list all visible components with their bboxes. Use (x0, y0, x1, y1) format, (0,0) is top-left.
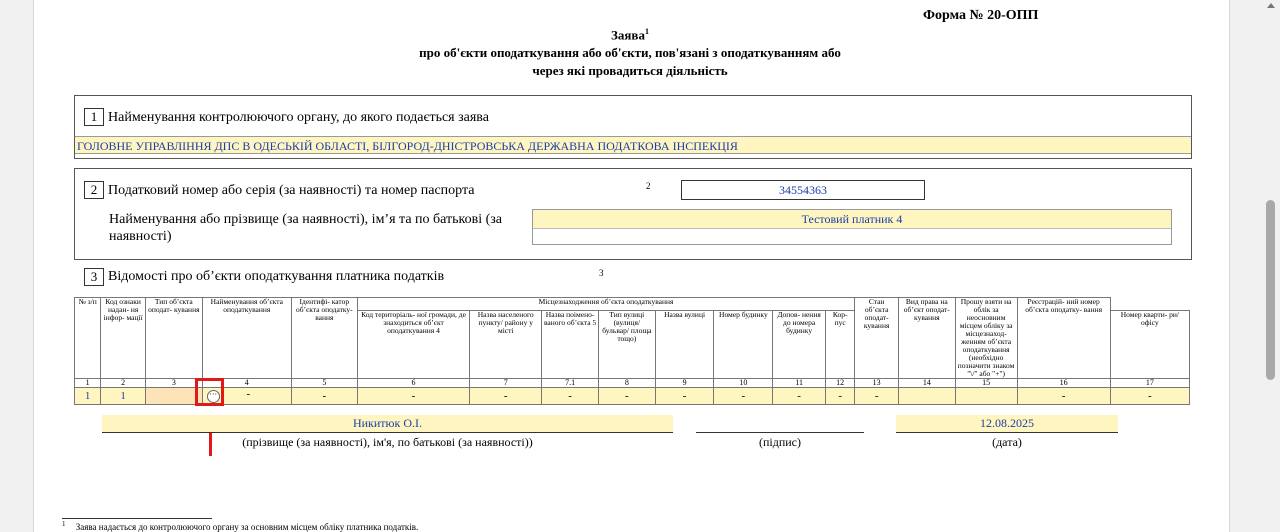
col-header-2: Код ознаки надан- ня інфор- мації (101, 298, 146, 379)
registration-number-cell[interactable]: - (1110, 388, 1189, 405)
col-number: 7 (470, 379, 542, 388)
col-number: 3 (145, 379, 202, 388)
house-addition-cell[interactable]: - (773, 388, 826, 405)
tax-number-field[interactable]: 34554363 (681, 180, 925, 200)
col-header-7-1: Назва поімено- ваного об’єкта 5 (542, 311, 599, 379)
signer-underline (102, 432, 673, 433)
col-number: 11 (773, 379, 826, 388)
form-number: Форма № 20-ОПП (923, 8, 1039, 23)
date-underline (896, 432, 1118, 433)
footnote-text: Заява надається до контролюючого органу за основним місцем обліку платника податків. (75, 522, 419, 532)
object-state-cell[interactable] (898, 388, 955, 405)
secondary-registration-cell[interactable]: - (1017, 388, 1110, 405)
document-page (33, 0, 1230, 532)
col-number: 13 (855, 379, 899, 388)
col-number: 2 (101, 379, 146, 388)
col-header-17: Реєстрацій- ний номер об’єкта оподатку- вання (1017, 298, 1110, 379)
col-number: 1 (75, 379, 101, 388)
col-header-12: Кор- пус (825, 311, 854, 379)
col-header-10: Номер будинку (714, 311, 773, 379)
building-cell[interactable]: - (825, 388, 854, 405)
table-header-row (75, 298, 1190, 311)
col-number: 10 (714, 379, 773, 388)
col-header-7: Назва населеного пункту/ району у місті (470, 311, 542, 379)
section-2-footnote-ref: 2 (646, 181, 651, 191)
form-title-text: Заява (611, 27, 645, 43)
highlight-annotation-frame (195, 378, 224, 406)
col-header-13: Номер кварти- ри/ офісу (1110, 311, 1189, 379)
info-code-cell[interactable]: 1 (101, 388, 146, 405)
section-2 (74, 168, 1192, 260)
scrollbar-thumb[interactable] (1266, 200, 1275, 380)
section-1 (74, 95, 1192, 159)
location-group-header: Місцезнаходження об’єкта оподаткування (357, 298, 855, 311)
section-1-number: 1 (84, 108, 104, 126)
footnote-separator (62, 518, 212, 519)
taxpayer-name-label: Найменування або прізвище (за наявності), ім’я та по батькові (за наявності) (109, 212, 502, 244)
more-options-button[interactable]: ··· (207, 390, 220, 403)
date-caption: (дата) (992, 435, 1022, 449)
section-3-label: Відомості про об’єкти оподаткування платника податків (108, 269, 445, 285)
col-number: 4 (202, 379, 291, 388)
form-subtitle-line2: через які провадиться діяльність (532, 63, 728, 78)
col-number: 17 (1110, 379, 1189, 388)
form-title-footnote-ref: 1 (644, 27, 649, 36)
tax-objects-table (74, 297, 1190, 405)
col-number: 16 (1017, 379, 1110, 388)
col-header-14: Стан об’єкта оподат- кування (855, 298, 899, 379)
section-1-label: Найменування контролюючого органу, до якого подається заява (108, 110, 489, 125)
col-number: 15 (955, 379, 1017, 388)
tax-authority-field[interactable]: ГОЛОВНЕ УПРАВЛІННЯ ДПС В ОДЕСЬКІЙ ОБЛАСТІ, БІЛГОРОД-ДНІСТРОВСЬКА ДЕРЖАВНА ПОДАТКОВА ІНСПЕКЦІЯ (75, 136, 1191, 154)
section-2-label: Податковий номер або серія (за наявності) та номер паспорта (108, 183, 475, 198)
named-object-cell[interactable]: - (542, 388, 599, 405)
col-header-15: Вид права на об’єкт оподат- кування (898, 298, 955, 379)
object-id-cell[interactable]: - (291, 388, 357, 405)
section-3-number: 3 (84, 268, 104, 286)
col-number: 7.1 (542, 379, 599, 388)
signature-caption: (підпис) (758, 435, 802, 449)
signer-caption: (прізвище (за наявності), ім'я, по батькові (за наявності)) (242, 435, 533, 449)
section-3-footnote-ref: 3 (599, 268, 604, 278)
section-2-number: 2 (84, 181, 104, 199)
footnote-number: 1 (62, 520, 66, 528)
right-type-cell[interactable] (955, 388, 1017, 405)
row-number-cell: 1 (75, 388, 101, 405)
object-type-cell[interactable] (145, 388, 202, 405)
scroll-up-arrow-icon[interactable] (1267, 3, 1275, 8)
col-number: 5 (291, 379, 357, 388)
section-1-header (84, 108, 489, 126)
community-code-cell[interactable]: - (357, 388, 470, 405)
col-number: 8 (598, 379, 655, 388)
column-number-row (75, 379, 1190, 388)
col-header-4: Найменування об’єкта оподаткування (202, 298, 291, 379)
col-header-11: Допов- нення до номера будинку (773, 311, 826, 379)
form-subtitle-line1: про об'єкти оподаткування або об'єкти, пов'язані з оподаткуванням або (419, 45, 841, 60)
col-header-3: Тип об’єкта оподат- кування (145, 298, 202, 379)
section-3-header (84, 268, 444, 286)
settlement-cell[interactable]: - (470, 388, 542, 405)
vertical-scrollbar[interactable] (1262, 0, 1280, 532)
signature-underline (696, 432, 864, 433)
col-number: 14 (898, 379, 955, 388)
col-header-16: Прошу взяти на облік за неосновним місцем обліку за місцезнаход- женням об’єкта оподаткування (необхідно позначити знаком "\/" або "+") (955, 298, 1017, 379)
street-type-cell[interactable]: - (598, 388, 655, 405)
signer-name-field[interactable]: Никитюк О.І. (102, 415, 673, 432)
col-number: 12 (825, 379, 854, 388)
col-header-8: Тип вулиці (вулиця/ бульвар/ площа тощо) (598, 311, 655, 379)
col-number: 6 (357, 379, 470, 388)
section-2-header (84, 181, 474, 199)
taxpayer-name-field[interactable] (532, 209, 1172, 245)
col-header-6: Код територіаль- ної громади, де знаходиться об’єкт оподаткування 4 (357, 311, 470, 379)
date-field[interactable]: 12.08.2025 (896, 415, 1118, 432)
street-name-cell[interactable]: - (655, 388, 714, 405)
form-title (0, 27, 1260, 43)
taxpayer-name-value: Тестовий платник 4 (533, 210, 1171, 229)
apartment-cell[interactable]: - (855, 388, 899, 405)
house-number-cell[interactable]: - (714, 388, 773, 405)
object-name-value: - (246, 387, 251, 400)
table-row (75, 388, 1190, 405)
col-header-1: № з/п (75, 298, 101, 379)
col-number: 9 (655, 379, 714, 388)
footnote (62, 520, 418, 532)
col-header-5: Ідентифі- катор об’єкта оподатку- вання (291, 298, 357, 379)
col-header-9: Назва вулиці (655, 311, 714, 379)
